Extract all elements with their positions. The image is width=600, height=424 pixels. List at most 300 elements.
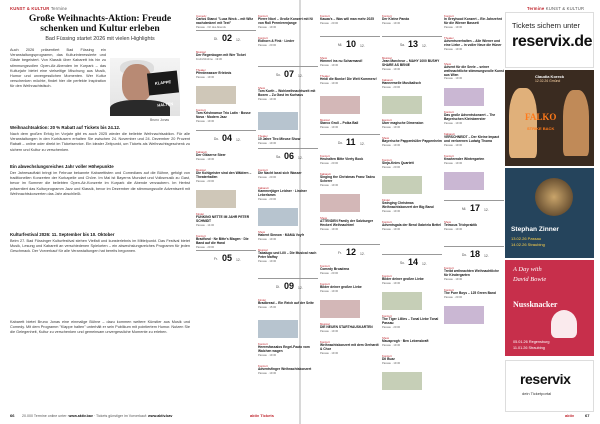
date-month: 12. (360, 44, 365, 48)
event-category: Kinder (258, 298, 267, 302)
event-entry[interactable] (320, 282, 380, 293)
event-entry[interactable] (320, 216, 380, 231)
event-category: Konzert (382, 274, 392, 278)
event-title: Himmel ins nu Scharmand! (320, 59, 363, 63)
event-entry[interactable] (320, 340, 380, 355)
date-day: 05 (222, 253, 233, 263)
event-title: Adventsfinger Weihnachtskonzert (258, 367, 312, 371)
date-box (196, 30, 256, 48)
left-page-number: 66 (10, 413, 15, 418)
right-running-head (527, 6, 584, 11)
event-title: Kauaa's – Was will man mehr 2025 (320, 17, 374, 21)
event-title: Kwahrender Wintergarten (444, 157, 485, 161)
event-entry[interactable] (382, 56, 442, 71)
date-month: 12. (236, 38, 241, 42)
event-entry[interactable] (444, 36, 504, 51)
event-title: Tetracus Trichpraktik (444, 223, 478, 227)
date-weekday: Mi. (338, 43, 343, 47)
event-location: Passau · 19:30 (382, 281, 401, 285)
left-brand: aktiv Tickets (250, 413, 274, 418)
event-entry[interactable] (196, 14, 256, 29)
event-title: Der Kleine Panda (382, 17, 410, 21)
event-title: VERSCHNEIDT – Der Kleine Impact und verlorenen Ludwig Thoma (444, 135, 500, 143)
event-thumbnail (320, 96, 360, 114)
event-category: Konzert (196, 234, 206, 238)
ad2-title: FALKO (525, 112, 557, 122)
event-location: Passau · 20:00 (320, 21, 339, 25)
event-location: Passau · 19:30 (320, 125, 339, 129)
event-entry[interactable] (258, 230, 318, 241)
date-month: 12. (484, 208, 489, 212)
event-location: Passau · 19:30 (444, 161, 463, 165)
date-day: 07 (284, 69, 295, 79)
event-category: Kabarett (196, 150, 207, 154)
event-title: FUNKING NETTE IM JAHR PETER SCHMIDT (196, 215, 250, 223)
event-category: Kinder (196, 212, 205, 216)
event-entry[interactable] (382, 198, 442, 213)
event-title: In Greyhood Konzert – Ein Jahrzehnt für die Wiener Bassett (444, 17, 502, 25)
ad-reservix-bottom[interactable] (505, 360, 594, 412)
article-title: Große Weihnachts-Aktion: Freude schenken und Kultur erleben (28, 13, 172, 35)
event-category: Konzert (258, 342, 268, 346)
event-title: Bilder deiner großen Liebe (320, 285, 362, 289)
date-box (382, 36, 442, 54)
event-entry[interactable] (258, 168, 318, 179)
event-location: Passau · 15:00 (258, 305, 277, 309)
event-entry[interactable] (382, 314, 442, 329)
event-location: Passau · 20:00 (258, 175, 277, 179)
ad4-ballerina (551, 310, 577, 338)
event-title: Kammerjäger Leidner · Lindner Leberlamm (258, 189, 307, 197)
ad4-date1: 05.01.26 Regensburg (513, 340, 550, 344)
photo-sign: KLAPPE HALTEN (147, 70, 179, 95)
event-title: Die Nacht lasst sich Wasser (258, 171, 302, 175)
event-thumbnail (320, 194, 360, 212)
event-thumbnail (258, 112, 298, 130)
right-runhead-sub: KUNST & KULTUR (545, 6, 585, 11)
event-category: Show (320, 56, 327, 60)
ad-koreck-falko[interactable] (505, 70, 594, 166)
event-entry[interactable] (382, 220, 442, 231)
date-weekday: Di. (276, 285, 280, 289)
event-entry[interactable] (320, 74, 380, 85)
event-location: Passau · 19:30 (382, 21, 401, 25)
ad4-title: Nussknacker (513, 300, 558, 309)
date-weekday: Di. (214, 37, 218, 41)
date-box (320, 244, 380, 262)
event-entry[interactable] (382, 136, 442, 147)
event-title: Über magische Dimension (382, 121, 424, 125)
event-category: Konzert (382, 118, 392, 122)
event-location: Passau · 19:30 (320, 329, 339, 333)
event-location: Passau · 19:30 (444, 143, 463, 147)
date-month: 12. (422, 262, 427, 266)
ad1-line2: reservix.de (512, 33, 593, 50)
event-title: Habent Sinnow · MAMA Voyfr (258, 233, 304, 237)
section-body-2: Der Jahresauftakt bringt im Februar bekannte Kabarettisten und Comedians auf die Bühne, gefolgt von traditionellen Konzerten der Kurkapelle und Chöre. Im Mai ist Bayerns Mundart und Volksmusik zu Gast, bevor im Sommer die beliebten Open-Air-Konzerte im Kurpark die Abende verzaubern. Im Herbst präsentiert das Kulturprogramm Jazz und Klassik, bevor im Dezember die stimmungsvolle Adventszeit mit Weihnachtskonzerten das Jahr abschließt. (10, 171, 190, 196)
section-body-3: Beim 27. Bad Füssinger Kulturfestival stehen Vielfalt und kunsterlebnis im Mittelpunkt. Das Festival bietet Musik, Lesung und Kabarett an verschiedenen Spielorten – ein abwechslungsreiches Programm für jeden Geschmack. Der Vorverkauf für alle Veranstaltungen hat bereits begonnen. (10, 239, 190, 254)
event-title: Jean Marcheur – MAHY 1000 BUSHY SHARE AS BENIE (382, 59, 440, 67)
event-entry[interactable] (320, 118, 380, 129)
event-location: Passau · 19:30 (258, 353, 277, 357)
event-thumbnail (258, 320, 298, 338)
event-entry[interactable] (258, 186, 318, 201)
event-entry[interactable] (444, 288, 504, 299)
event-category: Konzert (444, 288, 454, 292)
event-entry[interactable] (196, 108, 256, 123)
date-day: 14 (408, 257, 419, 267)
date-day: 04 (222, 133, 233, 143)
event-thumbnail (382, 176, 422, 194)
event-category: Musical (320, 322, 330, 326)
ad5-sub: dein Ticketportal (522, 391, 552, 396)
event-title: Singing the Christmas Franz Tadeu Scherer (320, 175, 376, 183)
event-location: Passau · 19:30 (382, 227, 401, 231)
event-location: Passau · 19:30 (444, 121, 463, 125)
event-category: Konzert (196, 108, 206, 112)
event-category: Konzert (320, 282, 330, 286)
event-location: Passau · 19:30 (320, 351, 339, 355)
event-location: Passau · 19:30 (258, 97, 277, 101)
footer-mid: · Tickets günstiger im Vorverkauf: (93, 414, 147, 418)
article-intro: Auch 2026 präsentiert Bad Füssing ein Veranstaltungsprogramm, das Kulturinteressierte und Gäste begeistert. Von Klassik über Kabarett bis hin zu stimmungsvollen Open-Air-Abenden im Kurpark – das Kulturjahr bietet eine vielseitige Mischung aus Musik, Humor und unvergesslichen Momenten. Wer Kultur verschenken möchte, findet hier die perfekte Inspiration für den Weihnachtstisch. (10, 48, 106, 89)
date-day: 06 (284, 151, 295, 161)
event-category: Konzert (258, 36, 268, 40)
event-category: Konzert (320, 154, 330, 158)
event-thumbnail (444, 306, 484, 324)
event-category: Kabarett (444, 132, 455, 136)
event-category: Show (382, 136, 389, 140)
date-weekday: Do. (214, 137, 219, 141)
date-box (258, 148, 318, 166)
event-category: Musical (382, 56, 392, 60)
event-title: Die Kohlgeister sind den Wäldern – Theaterhallen (196, 171, 252, 179)
date-day: 12 (346, 247, 357, 257)
date-month: 12. (236, 138, 241, 142)
event-entry[interactable] (320, 172, 380, 187)
ad-stephan-zinner[interactable] (505, 168, 594, 258)
date-day: 10 (346, 39, 357, 49)
event-entry[interactable] (444, 220, 504, 231)
event-title: Der Regenbogen mit Wer Ticket (196, 53, 246, 57)
date-day: 09 (284, 281, 295, 291)
event-entry[interactable] (196, 234, 256, 249)
date-weekday: Fr. (338, 251, 342, 255)
event-entry[interactable] (258, 298, 318, 309)
event-location: Passau · 19:30 (320, 227, 339, 231)
date-weekday: Do. (462, 253, 467, 257)
event-category: Konzert (444, 154, 454, 158)
event-entry[interactable] (258, 86, 318, 101)
date-month: 12. (484, 254, 489, 258)
section-heading-2: Ein abwechslungsreiches Jahr voller Höhepunkte (10, 164, 114, 169)
event-title: Dil Buzz (382, 357, 395, 361)
event-title: Heidi die Bonke! Die Welt Kommerz! (320, 77, 377, 81)
event-location: Passau · 20:00 (382, 165, 401, 169)
event-category: Musical (196, 168, 206, 172)
event-entry[interactable] (196, 50, 256, 61)
event-entry[interactable] (196, 68, 256, 79)
date-month: 12. (298, 286, 303, 290)
date-day: 11 (346, 137, 356, 147)
date-weekday: Sa. (276, 155, 281, 159)
event-title: Tom Krishnamur Trio Latin · Bosse Nova · Modern Jazz (196, 111, 251, 119)
event-title: Hannerwelle Musikalisch (382, 81, 422, 85)
event-category: Konzert (258, 168, 268, 172)
date-day: 02 (222, 33, 233, 43)
event-location: Passau · 19:30 (258, 25, 277, 29)
event-location: Passau · 20:00 (320, 271, 339, 275)
event-title: Heuhalten Bitte Vierty Bock (320, 157, 364, 161)
event-title: Adventsverhalten – Alle Wiener und eine Liebe – in voller Neue die Hüner (444, 39, 502, 47)
event-category: Kabarett (382, 78, 393, 82)
event-category: Show (258, 86, 265, 90)
event-title: Comedy Broadena (320, 267, 350, 271)
event-title: Weihnachtskonzert mit dem Gerhardt & Chor (320, 343, 379, 351)
article-subtitle: Bad Füssing startet 2026 mit vielen Highlights (45, 36, 155, 42)
event-entry[interactable] (382, 336, 442, 347)
left-runhead-section: KUNST & KULTUR (10, 6, 50, 11)
event-title: Eidhorn & Fink · Lieder (258, 39, 295, 43)
date-weekday: So. (400, 261, 405, 265)
date-box (258, 66, 318, 84)
event-entry[interactable] (320, 264, 380, 275)
date-day: 13 (408, 39, 419, 49)
date-weekday: Mi. (462, 207, 467, 211)
event-title: Tabalugo und Lilli – Die Musical nach Peter Maffay (258, 251, 317, 259)
event-category: Kabarett (320, 172, 331, 176)
ad2-tagline: STRIKE BACK (527, 126, 555, 131)
event-location: Passau · 20:00 (258, 43, 277, 47)
event-location: Passau · Ort des Abends (196, 25, 226, 29)
event-thumbnail (196, 86, 236, 104)
event-entry[interactable] (258, 14, 318, 29)
date-month: 12. (360, 252, 365, 256)
event-category: Show (258, 230, 265, 234)
ad2-figure-left (509, 88, 537, 158)
event-location: Passau · 19:30 (258, 371, 277, 375)
event-location: Passau · 19:30 (320, 81, 339, 85)
event-category: Musical (258, 248, 268, 252)
date-month: 12. (236, 258, 241, 262)
date-box (382, 254, 442, 272)
event-location: Passau · 20:00 (320, 161, 339, 165)
event-category: Show (444, 220, 451, 224)
event-category: Theater (258, 134, 268, 138)
date-weekday: Sa. (400, 43, 405, 47)
event-location: Passau · 19:30 (258, 141, 277, 145)
event-location: Passau · 20:00 (382, 85, 401, 89)
event-entry[interactable] (382, 354, 442, 365)
event-title: Bradbread – Ein Reich auf der Seite (258, 301, 314, 305)
photo-caption: Bruno Jonas (150, 118, 170, 122)
event-thumbnail (444, 88, 484, 106)
event-category: Theater (444, 36, 454, 40)
event-entry[interactable] (258, 364, 318, 375)
event-location: Passau · 19:30 (320, 183, 339, 187)
left-footer (22, 414, 172, 418)
date-day: 17 (470, 203, 481, 213)
event-entry[interactable] (258, 36, 318, 47)
event-location: Passau · 19:30 (382, 209, 401, 213)
event-entry[interactable] (444, 62, 504, 81)
ad4-line2: David Bowie (513, 276, 547, 283)
event-entry[interactable] (444, 110, 504, 125)
article-photo (110, 58, 180, 116)
event-category: Konzert (320, 340, 330, 344)
event-title: The Pure Boys – 125 Green Band (444, 291, 496, 295)
event-location: Passau · 19:30 (382, 67, 401, 71)
event-location: Passau · 19:30 (382, 143, 401, 147)
ad4-date2: 11.01.26 Straubing (513, 346, 545, 350)
event-location: Passau · 19:30 (444, 227, 463, 231)
event-entry[interactable] (382, 274, 442, 285)
event-entry[interactable] (196, 150, 256, 161)
footer-site-link[interactable]: www.aktiv.bav (68, 414, 93, 418)
date-box (444, 246, 504, 264)
event-entry[interactable] (320, 322, 380, 333)
ad3-name: Stephan Zinner (511, 226, 559, 233)
footer-prefix: 20.000 Termine online unter: (22, 414, 68, 418)
event-location: Passau · 14:00 (196, 223, 215, 227)
event-category: Konzert (444, 266, 454, 270)
event-title: Pierre Nicel – Große Konzert mit Ni von Roll Premierenjange (258, 17, 313, 25)
event-location: Passau · 19:30 (196, 75, 215, 79)
ad2-figure-right (563, 90, 589, 156)
section-body-4: Kabarett bietet Bruno Jonas eine einmalige Bühne – dazu kommen weitere Künstler aus Musik und Comedy. Mit dem Programm "Klappe halten" unterhält er sein Publikum mit pointiertem Humor. Nutzen Sie die Gelegenheit, Kultur zu verschenken und gemeinsam unvergessliche Momente zu erleben. (10, 320, 190, 335)
event-thumbnail (382, 372, 422, 390)
event-title: Bradfond · Ne Bitte's Blagen · Die Band auf die Hand (196, 237, 249, 245)
event-entry[interactable] (444, 154, 504, 165)
event-location: Passau · 19:30 (444, 25, 463, 29)
event-category: Comedy (196, 14, 207, 18)
event-location: Passau · 19:30 (444, 77, 463, 81)
event-entry[interactable] (382, 158, 442, 169)
ad3-portrait (535, 178, 573, 216)
date-month: 12. (360, 142, 365, 146)
event-entry[interactable] (258, 248, 318, 263)
event-category: Konzert (382, 314, 392, 318)
event-thumbnail (258, 208, 298, 226)
event-category: Musical (196, 50, 206, 54)
date-month: 12. (298, 156, 303, 160)
right-brand: aktiv (565, 413, 575, 418)
date-box (196, 250, 256, 268)
event-category: Konzert (382, 158, 392, 162)
event-title: Heeresfassalos Engel-Fauto vom Walchen wagen (258, 345, 310, 353)
event-entry[interactable] (382, 78, 442, 89)
event-category: Kinder (382, 198, 391, 202)
date-box (444, 200, 504, 218)
footer-site-link-2[interactable]: www.aktiv.bav (148, 414, 173, 418)
event-location: Passau · 19:30 (258, 237, 277, 241)
event-location: Passau · 19:30 (444, 277, 463, 281)
event-category: Konzert (320, 14, 330, 18)
event-category: Theater (196, 68, 206, 72)
event-title: ATTENDEN Family der Salzburger Heckerl Weihnachten! (320, 219, 374, 227)
event-thumbnail (444, 172, 484, 190)
event-entry[interactable] (320, 154, 380, 165)
event-title: Tom Kurth – Wohlweihnachtszeit mit Boxen – Zu Gast im Kurhaus (258, 89, 316, 97)
date-month: 12. (298, 74, 303, 78)
event-entry[interactable] (444, 266, 504, 281)
event-category: Konzert (444, 14, 454, 18)
event-entry[interactable] (320, 14, 380, 25)
event-entry[interactable] (258, 342, 318, 357)
event-title: Bayerische Pappenhüller Pappenheim (382, 139, 442, 143)
event-location: Passau · 19:30 (196, 119, 215, 123)
event-thumbnail (382, 96, 422, 114)
event-location: Passau · 20:00 (258, 197, 277, 201)
event-category: Konzert (258, 364, 268, 368)
date-box (320, 36, 380, 54)
event-title: Pferdewasser Erlebnis (196, 71, 232, 75)
event-category: Theater (320, 74, 330, 78)
event-entry[interactable] (382, 118, 442, 129)
ad2-dates: 12.02.26 Gmünd (535, 79, 561, 83)
event-thumbnail (196, 190, 236, 208)
event-title: Das große Adventskonzert – The Bayerischen Kleinbeerster (444, 113, 496, 121)
event-title: DIE NEUEN STARTHAUSKARTEN (320, 325, 373, 329)
event-location: Passau · 19:30 (320, 289, 339, 293)
event-entry[interactable] (196, 212, 256, 227)
event-location: Passau · 20:00 (444, 295, 463, 299)
date-weekday: Do. (338, 141, 343, 145)
date-box (258, 278, 318, 296)
section-heading-3: Kulturfestival 2026: 11. September bis 10. Oktober (10, 232, 115, 237)
event-title: Adventsgala der Bend Gabriela Bettel (382, 223, 441, 227)
event-entry[interactable] (382, 14, 442, 25)
event-entry[interactable] (258, 134, 318, 145)
date-weekday: So. (276, 73, 281, 77)
event-category: Konzert (258, 14, 268, 18)
ad-bowie-nussknacker[interactable] (505, 260, 594, 356)
event-category: Konzert (382, 354, 392, 358)
event-category: Konzert (382, 14, 392, 18)
right-runhead-section: Termine (527, 6, 545, 11)
event-location: Passau · 19:30 (258, 259, 277, 263)
event-location: Passau · 20:00 (382, 325, 401, 329)
event-entry[interactable] (196, 168, 256, 183)
event-title: Mausprogh · Ben Lebenskraft (382, 339, 429, 343)
event-entry[interactable] (444, 14, 504, 29)
event-location: Passau · 19:30 (382, 361, 401, 365)
ad3-date2: 14.02.26 Straubing (511, 242, 545, 247)
event-title: The Tiger Lillies – Tonal Liebe Tonal Passau (382, 317, 439, 325)
section-body-1: Nach dem großen Erfolg im Vorjahr gibt es auch 2025 wieder die beliebte Weihnachtsaktion. Für alle Veranstaltungen in den Kurhäusern erhalten Sie zwischen 24. November und 24. Dezember 20 Prozent Rabatt – online oder direkt im Ticketservice. Ein idealer Zeitpunkt, um Tickets als Weihnachtsgeschenk zu sichern und Kultur zu verschenken. (10, 132, 190, 152)
date-weekday: Fr. (214, 257, 218, 261)
event-title: Bilder deiner großen Liebe (382, 277, 424, 281)
event-entry[interactable] (444, 132, 504, 147)
date-box (320, 134, 380, 152)
ad-reservix-top[interactable] (505, 12, 594, 68)
event-location: Passau · 19:30 (382, 125, 401, 129)
left-runhead-sub: Termine (50, 6, 68, 11)
event-location: Passau · 20:00 (196, 245, 215, 249)
date-month: 12. (422, 44, 427, 48)
event-entry[interactable] (320, 56, 380, 67)
event-category: Show (382, 336, 389, 340)
event-category: Show (320, 216, 327, 220)
event-category: Kabarett (258, 186, 269, 190)
event-thumbnail (320, 300, 360, 318)
event-title: Swinging Christmas Weihnachtskonzert der Big Band (382, 201, 434, 209)
date-day: 18 (470, 249, 481, 259)
ad1-line1: Tickets sichern unter (512, 21, 580, 30)
event-category: Musical (320, 118, 330, 122)
ad2-name: Claudia Koreck (535, 74, 565, 79)
event-category: Konzert (444, 110, 454, 114)
